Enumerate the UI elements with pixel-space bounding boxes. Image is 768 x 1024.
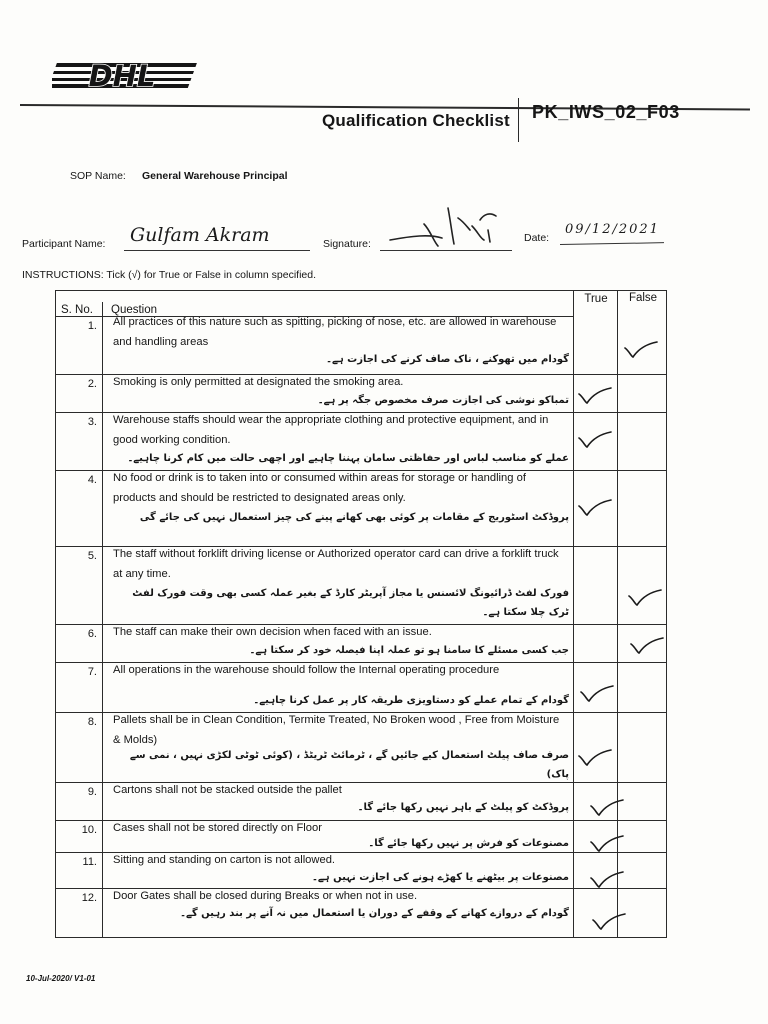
question-english: The staff can make their own decision when faced with an issue. xyxy=(113,626,432,638)
dhl-logo-graphic xyxy=(52,60,202,90)
sop-label: SOP Name: xyxy=(70,170,126,182)
question-english: Sitting and standing on carton is not allowed. xyxy=(113,854,336,866)
tick-mark xyxy=(579,682,615,704)
checklist-table xyxy=(55,290,667,938)
dhl-logo-text: DHL xyxy=(88,60,156,90)
participant-underline xyxy=(124,250,310,251)
instructions-text: INSTRUCTIONS: Tick (√) for True or False in column specified. xyxy=(22,269,316,281)
tick-mark xyxy=(589,796,625,818)
tick-mark xyxy=(577,428,613,450)
question-urdu: جب کسی مسئلے کا سامنا ہو تو عملہ اپنا فیصلہ خود کر سکتا ہے۔ xyxy=(249,645,569,656)
form-code: PK_IWS_02_F03 xyxy=(532,102,680,122)
column-divider xyxy=(102,302,103,938)
signature-label: Signature: xyxy=(323,238,371,250)
question-english: Cases shall not be stored directly on Floor xyxy=(113,822,322,834)
question-urdu: مصنوعات پر بیٹھنے یا کھڑے ہونے کی اجازت نہیں ہے۔ xyxy=(312,872,569,883)
question-english: All operations in the warehouse should follow the Internal operating procedure xyxy=(113,664,500,676)
question-english: Warehouse staffs should wear the appropriate clothing and protective equipment, and in good working condition. xyxy=(113,414,549,446)
question-urdu: گودام کے دروازے کھانے کے وقفے کے دوران یا استعمال میں نہ آنے پر بند رہیں گے۔ xyxy=(180,908,569,919)
row-number: 9. xyxy=(87,786,97,798)
tick-mark xyxy=(627,586,663,608)
form-title: Qualification Checklist xyxy=(322,111,510,130)
sop-value: General Warehouse Principal xyxy=(142,170,288,182)
question-urdu: صرف صاف پیلٹ استعمال کیے جائیں گے ، ٹرمائٹ ٹریٹڈ ، (کوئی ٹوٹی لکڑی نہیں ، نمی سے پاک) xyxy=(129,750,569,780)
question-english: Cartons shall not be stacked outside the pallet xyxy=(113,784,342,796)
signature-mark xyxy=(384,200,514,252)
row-number: 2. xyxy=(87,378,97,390)
question-english: The staff without forklift driving license or Authorized operator card can drive a forklift truck at any time. xyxy=(113,548,559,580)
participant-label: Participant Name: xyxy=(22,238,106,250)
row-number: 3. xyxy=(87,416,97,428)
row-number: 7. xyxy=(87,666,97,678)
header-true: True xyxy=(584,293,608,305)
tick-mark xyxy=(629,634,665,656)
tick-mark xyxy=(589,832,625,854)
row-number: 4. xyxy=(87,474,97,486)
tick-mark xyxy=(591,910,627,932)
tick-mark xyxy=(577,496,613,518)
document-version-footer: 10-Jul-2020/ V1-01 xyxy=(26,974,96,983)
header-sno: S. No. xyxy=(61,304,93,316)
question-english: Smoking is only permitted at designated the smoking area. xyxy=(113,376,404,388)
row-number: 12. xyxy=(81,892,97,904)
date-value: 09/12/2021 xyxy=(565,222,660,237)
header-question: Question xyxy=(111,304,158,316)
date-label: Date: xyxy=(524,232,550,244)
question-english: No food or drink is to taken into or consumed within areas for storage or handling of products and should be restricted to designated areas only. xyxy=(113,472,526,504)
question-english: Pallets shall be in Clean Condition, Termite Treated, No Broken wood , Free from Moisture & Molds) xyxy=(113,714,560,746)
date-underline xyxy=(560,242,664,245)
question-urdu: فورک لفٹ ڈرائیونگ لائسنس یا مجاز آپریٹر کارڈ کے بغیر عملہ کسی بھی وقت فورک لفٹ ٹرک چلا سکتا ہے۔ xyxy=(132,588,569,618)
row-number: 8. xyxy=(87,716,97,728)
row-number: 11. xyxy=(82,856,97,868)
question-urdu: تمباکو نوشی کی اجازت صرف مخصوص جگہ پر ہے۔ xyxy=(317,395,569,406)
question-english: All practices of this nature such as spitting, picking of nose, etc. are allowed in warehouse and handling areas xyxy=(113,316,557,348)
question-english: Door Gates shall be closed during Breaks or when not in use. xyxy=(113,890,418,902)
question-urdu: گودام کے تمام عملے کو دستاویزی طریقہ کار پر عمل کرنا چاہیے۔ xyxy=(253,695,569,706)
question-urdu: عملے کو مناسب لباس اور حفاظتی سامان پہننا چاہیے اور اچھی حالت میں کام کرنا چاہیے۔ xyxy=(127,453,569,464)
tick-mark xyxy=(589,868,625,890)
question-urdu: پروڈکٹ اسٹوریج کے مقامات پر کوئی بھی کھانے پینے کی چیز استعمال نہیں کی جائے گی xyxy=(139,512,569,523)
signature-graphic xyxy=(384,200,514,252)
tick-mark xyxy=(623,338,659,360)
row-number: 6. xyxy=(87,628,97,640)
row-number: 10. xyxy=(81,824,97,836)
tick-mark xyxy=(577,384,613,406)
tick-mark xyxy=(577,746,613,768)
header-false: False xyxy=(628,292,658,304)
question-urdu: گودام میں تھوکنے ، ناک صاف کرنے کی اجازت ہے۔ xyxy=(326,354,569,365)
column-divider xyxy=(573,290,574,938)
participant-value: Gulfam Akram xyxy=(130,224,270,246)
question-urdu: مصنوعات کو فرش پر نہیں رکھا جائے گا۔ xyxy=(368,838,569,849)
question-urdu: پروڈکٹ کو پیلٹ کے باہر نہیں رکھا جائے گا۔ xyxy=(357,802,569,813)
row-number: 1. xyxy=(87,320,97,332)
row-number: 5. xyxy=(87,550,97,562)
dhl-logo xyxy=(52,60,202,90)
